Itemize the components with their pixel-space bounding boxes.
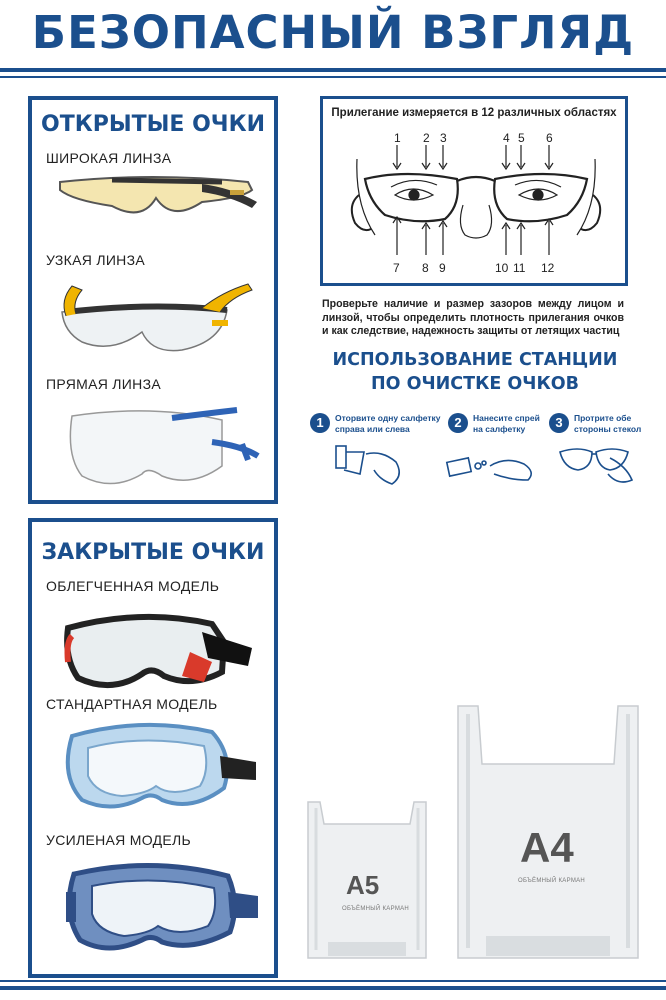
step-1-line1: Оторвите одну салфетку [335, 413, 441, 423]
step-2-line1: Нанесите спрей [473, 413, 540, 423]
fit-point-1: 1 [394, 131, 401, 145]
footer-rule-thin [0, 980, 666, 982]
poster-title: БЕЗОПАСНЫЙ ВЗГЛЯД [31, 6, 635, 59]
straight-lens-glasses-icon [52, 396, 262, 494]
step-3-line1: Протрите обе [574, 413, 632, 423]
step-3-line2: стороны стекол [574, 423, 642, 434]
fit-point-7: 7 [393, 261, 400, 275]
station-title-line2: ПО ОЧИСТКЕ ОЧКОВ [371, 374, 579, 394]
fit-diagram [320, 96, 628, 286]
header-rule-thick [0, 68, 666, 72]
light-model-label: ОБЛЕГЧЕННАЯ МОДЕЛЬ [46, 578, 220, 594]
a4-pocket[interactable] [456, 704, 640, 960]
fit-point-3: 3 [440, 131, 447, 145]
reinforced-goggles-icon [52, 852, 262, 962]
step-2-text [473, 413, 553, 434]
a5-pocket[interactable] [306, 800, 428, 960]
standard-goggles-icon [52, 716, 262, 816]
open-glasses-panel [28, 96, 278, 504]
step-1-badge: 1 [310, 413, 330, 433]
closed-glasses-title: ЗАКРЫТЫЕ ОЧКИ [41, 540, 265, 565]
wipe-glasses-icon [556, 440, 640, 490]
narrow-lens-glasses-icon [52, 272, 262, 362]
fit-point-11: 11 [513, 261, 526, 275]
a4-sub: ОБЪЁМНЫЙ КАРМАН [518, 878, 586, 884]
fit-point-8: 8 [422, 261, 429, 275]
straight-lens-label: ПРЯМАЯ ЛИНЗА [46, 376, 161, 392]
open-glasses-title: ОТКРЫТЫЕ ОЧКИ [41, 112, 265, 137]
station-title-line1: ИСПОЛЬЗОВАНИЕ СТАНЦИИ [332, 350, 618, 370]
fit-caption: Прилегание измеряется в 12 различных областях [331, 107, 617, 119]
footer-rule-thick [0, 986, 666, 990]
light-goggles-icon [52, 602, 262, 698]
step-1-line2: справа или слева [335, 423, 410, 434]
standard-model-label: СТАНДАРТНАЯ МОДЕЛЬ [46, 696, 218, 712]
step-3-badge: 3 [549, 413, 569, 433]
a5-sub: ОБЪЁМНЫЙ КАРМАН [342, 906, 410, 912]
face-glasses-drawing [345, 145, 607, 255]
fit-point-4: 4 [503, 131, 510, 145]
wide-lens-glasses-icon [52, 168, 262, 240]
header-rule-thin [0, 76, 666, 78]
step-2-badge: 2 [448, 413, 468, 433]
a5-label: А5 [346, 870, 380, 900]
fit-point-12: 12 [541, 261, 555, 275]
fit-point-6: 6 [546, 131, 553, 145]
closed-glasses-panel [28, 518, 278, 978]
narrow-lens-label: УЗКАЯ ЛИНЗА [46, 252, 145, 268]
spray-wipe-icon [444, 446, 540, 486]
a4-label: А4 [520, 824, 574, 871]
wide-lens-label: ШИРОКАЯ ЛИНЗА [46, 150, 172, 166]
fit-point-9: 9 [439, 261, 446, 275]
tear-wipe-icon [330, 440, 410, 490]
fit-point-10: 10 [495, 261, 509, 275]
fit-point-5: 5 [518, 131, 525, 145]
reinforced-model-label: УСИЛЕНАЯ МОДЕЛЬ [46, 832, 191, 848]
step-3-text [574, 413, 646, 434]
step-1-text [335, 413, 445, 434]
fit-point-2: 2 [423, 131, 430, 145]
step-2-line2: на салфетку [473, 423, 526, 434]
fit-note: Проверьте наличие и размер зазоров между лицом и линзой, чтобы определить плотность прилегания очков и как следствие, надежность защиты от летящих частиц [322, 298, 624, 337]
